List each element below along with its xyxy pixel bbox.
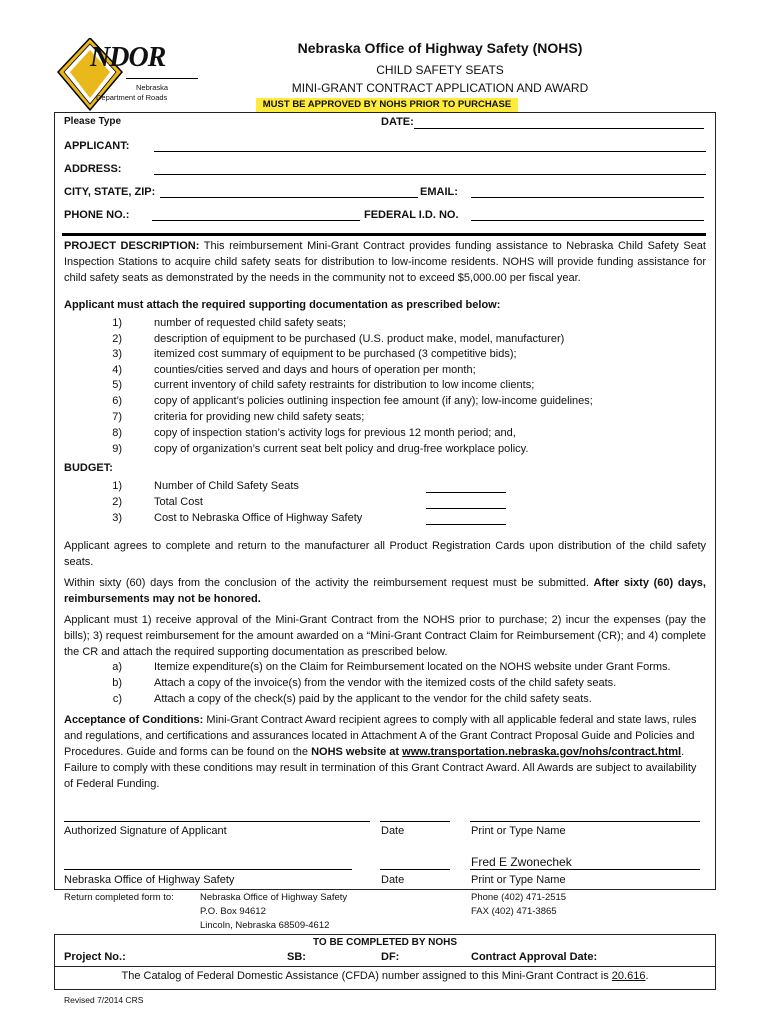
documentation-list: 1) number of requested child safety seats; 2) description of equipment to be purchased (U.S. product make, model, manufacturer) 3) itemized cost summary of equipment to be purchased (3 competitive bids); 4) counties/cities served and days and hours of operation per month; 5) current inventory of child safety restraints for distribution to low income clients; 6) copy of applicant’s policies outlining inspection fee amount (if any); low-income guidelines; 7) criteria for providing new child safety seats; 8) copy of inspection station’s activity logs for previous 12 month period; and, 9) copy of organization’s current seat belt policy and drug-free workplace policy. bbox=[112, 317, 593, 455]
applicant-signature-field[interactable] bbox=[64, 821, 370, 822]
phone-field[interactable] bbox=[152, 220, 360, 221]
date-caption: Date bbox=[381, 874, 405, 886]
logo-divider bbox=[126, 78, 198, 79]
revision-note: Revised 7/2014 CRS bbox=[64, 995, 144, 1005]
sixty-day-paragraph bbox=[64, 575, 706, 607]
phone-label: PHONE NO.: bbox=[64, 209, 130, 221]
budget-nohs-cost-field[interactable] bbox=[426, 524, 506, 525]
sixty-day-text: Within sixty (60) days from the conclusion of the activity the reimbursement request must be submitted. bbox=[64, 577, 589, 589]
budget-seats-field[interactable] bbox=[426, 492, 506, 493]
address-field[interactable] bbox=[154, 174, 706, 175]
acceptance-text-end: . Failure to comply with these conditions may result in termination of this Grant Contract Award. All Awards are subject to availability of Federal Funding. bbox=[64, 746, 697, 790]
acceptance-paragraph bbox=[64, 712, 706, 792]
acceptance-heading: Acceptance of Conditions: bbox=[64, 714, 204, 726]
return-address-line2: P.O. Box 94612 bbox=[200, 906, 266, 917]
cfda-end: . bbox=[645, 970, 649, 982]
budget-total-field[interactable] bbox=[426, 508, 506, 509]
address-label: ADDRESS: bbox=[64, 163, 122, 175]
website-label: NOHS website at bbox=[311, 746, 400, 758]
nohs-signature-field[interactable] bbox=[64, 869, 352, 870]
please-type-note: Please Type bbox=[64, 116, 122, 127]
cfda-statement bbox=[54, 970, 716, 982]
form-subtitle-1: CHILD SAFETY SEATS bbox=[376, 63, 504, 77]
registration-paragraph: Applicant agrees to complete and return to the manufacturer all Product Registration Cards upon distribution of the child safety seats. bbox=[64, 540, 706, 568]
date-caption: Date bbox=[381, 825, 405, 837]
nohs-print-name-field[interactable] bbox=[470, 869, 700, 870]
date-field[interactable] bbox=[414, 128, 704, 129]
return-phone: Phone (402) 471-2515 bbox=[471, 892, 567, 903]
return-label: Return completed form to: bbox=[64, 892, 174, 903]
federal-id-label: FEDERAL I.D. NO. bbox=[364, 209, 459, 221]
logo-title: NDOR bbox=[90, 42, 166, 73]
acceptance-text: Mini-Grant Contract Award recipient agrees to comply with all applicable federal and state laws, rules and regulations, and certifications and assurances located in Attachment A of the Grant Contract Proposal Guide and Policies and Procedures. Guide and forms can be found on the bbox=[64, 714, 697, 758]
return-fax: FAX (402) 471-3865 bbox=[471, 906, 557, 917]
form-subtitle-2: MINI-GRANT CONTRACT APPLICATION AND AWARD bbox=[291, 81, 589, 95]
print-name-caption: Print or Type Name bbox=[471, 874, 566, 886]
logo-sub2: Department of Roads bbox=[96, 93, 168, 102]
approval-date-label: Contract Approval Date: bbox=[471, 951, 598, 963]
applicant-label: APPLICANT: bbox=[64, 140, 130, 152]
nohs-table-divider bbox=[54, 966, 716, 967]
applicant-signature-label: Authorized Signature of Applicant bbox=[64, 825, 227, 837]
nohs-signature-label: Nebraska Office of Highway Safety bbox=[64, 874, 235, 886]
return-address-line3: Lincoln, Nebraska 68509-4612 bbox=[200, 920, 330, 931]
date-label: DATE: bbox=[381, 116, 414, 128]
nohs-website-link[interactable]: www.transportation.nebraska.gov/nohs/contract.html bbox=[402, 746, 682, 758]
city-state-zip-label: CITY, STATE, ZIP: bbox=[64, 186, 156, 198]
nohs-date-field[interactable] bbox=[380, 869, 450, 870]
email-label: EMAIL: bbox=[420, 186, 458, 198]
project-number-label: Project No.: bbox=[64, 951, 126, 963]
nohs-table-title: TO BE COMPLETED BY NOHS bbox=[312, 937, 458, 948]
project-description bbox=[64, 238, 706, 286]
sb-label: SB: bbox=[287, 951, 306, 963]
approval-banner: MUST BE APPROVED BY NOHS PRIOR TO PURCHASE bbox=[256, 98, 518, 112]
sixty-day-warning: After sixty (60) days, reimbursements may not be honored. bbox=[64, 577, 706, 605]
city-state-zip-field[interactable] bbox=[160, 197, 418, 198]
documentation-heading: Applicant must attach the required supporting documentation as prescribed below: bbox=[64, 299, 501, 311]
project-description-heading: PROJECT DESCRIPTION: bbox=[64, 240, 200, 252]
logo-sub1: Nebraska bbox=[136, 83, 169, 92]
print-name-caption: Print or Type Name bbox=[471, 825, 566, 837]
return-address-line1: Nebraska Office of Highway Safety bbox=[200, 892, 348, 903]
email-field[interactable] bbox=[471, 197, 704, 198]
agency-title: Nebraska Office of Highway Safety (NOHS) bbox=[297, 40, 583, 56]
applicant-must-paragraph: Applicant must 1) receive approval of the Mini-Grant Contract from the NOHS prior to purchase; 2) incur the expenses (pay the bills); 3) request reimbursement for the amount awarded on a “Mini-Grant Contract Claim for Reimbursement (CR); and 4) complete the CR and attach the required supporting documentation as prescribed below. bbox=[64, 614, 706, 658]
applicant-date-field[interactable] bbox=[380, 821, 450, 822]
applicant-field[interactable] bbox=[154, 151, 706, 152]
section-divider bbox=[62, 233, 706, 236]
applicant-print-name-field[interactable] bbox=[470, 821, 700, 822]
budget-heading: BUDGET: bbox=[64, 462, 113, 474]
df-label: DF: bbox=[381, 951, 400, 963]
cfda-text: The Catalog of Federal Domestic Assistance (CFDA) number assigned to this Mini-Grant Contract is bbox=[121, 970, 609, 982]
cfda-number: 20.616 bbox=[611, 970, 646, 982]
federal-id-field[interactable] bbox=[471, 220, 704, 221]
project-description-text: This reimbursement Mini-Grant Contract provides funding assistance to Nebraska Child Safety Seat Inspection Stations to acquire child safety seats for distribution to low-income residents. NOHS will provide funding assistance for child safety seats as demonstrated by the needs in the community not to exceed $5,000.00 per fiscal year. bbox=[64, 240, 706, 284]
signer-name: Fred E Zwonechek bbox=[471, 855, 572, 869]
